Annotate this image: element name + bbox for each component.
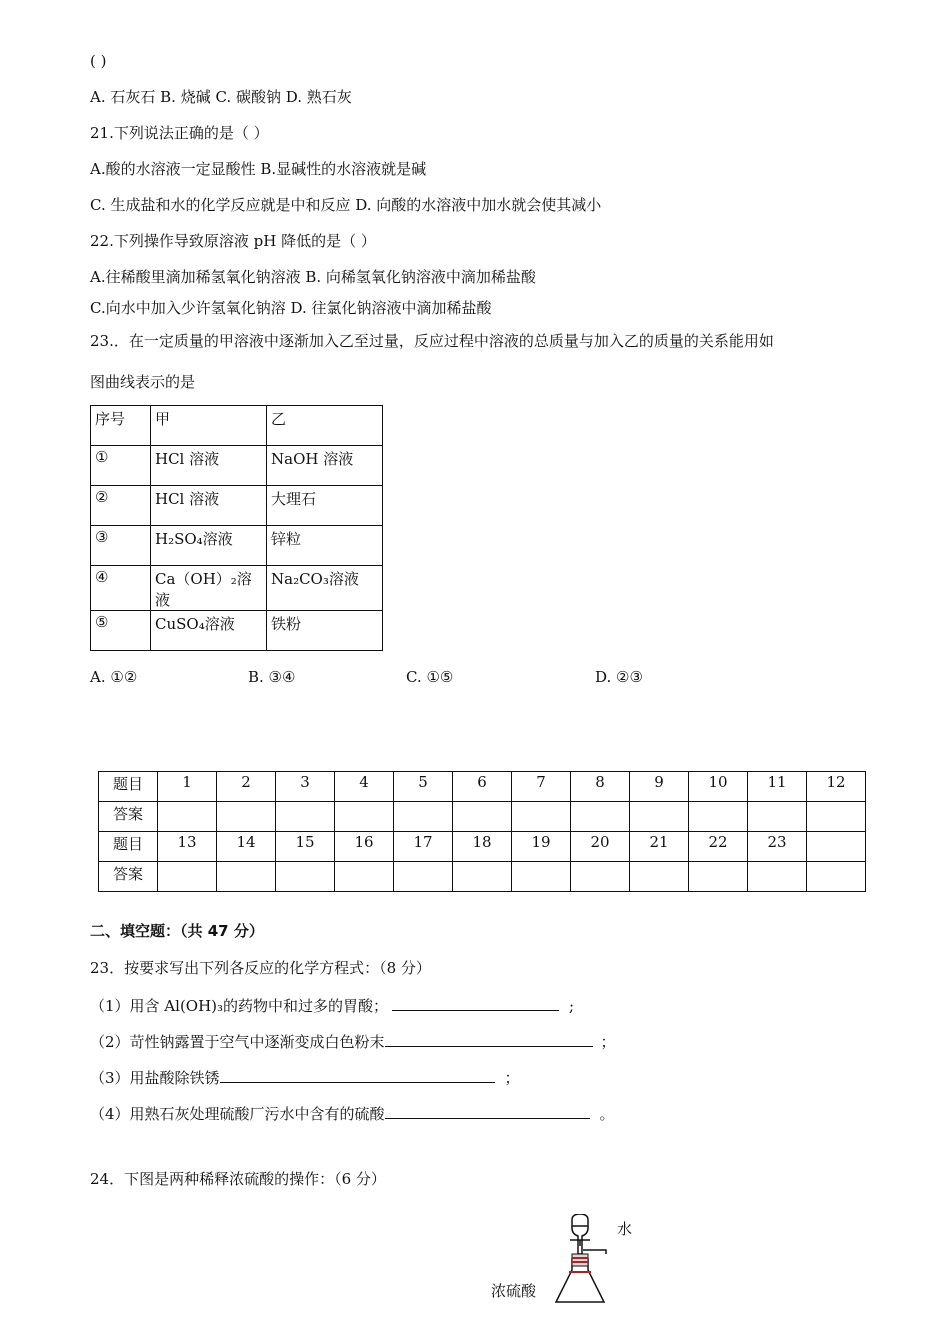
q23-choice-d: D. ②③ bbox=[595, 668, 643, 686]
fill-item-4 bbox=[90, 1102, 615, 1124]
q21-stem: 21.下列说法正确的是（ ） bbox=[90, 124, 269, 142]
table-cell: 大理石 bbox=[267, 486, 383, 526]
answer-cell[interactable] bbox=[158, 862, 217, 892]
answer-cell[interactable] bbox=[512, 862, 571, 892]
fill-item-end: ; bbox=[569, 997, 575, 1015]
fill-item-end: ； bbox=[504, 1069, 520, 1087]
reaction-table bbox=[90, 405, 383, 651]
answer-blank[interactable] bbox=[385, 1030, 593, 1047]
table-header-row bbox=[91, 406, 383, 446]
answer-cell[interactable] bbox=[689, 802, 748, 832]
flask-with-funnel-figure bbox=[548, 1214, 612, 1310]
q22-options-cd: C.向水中加入少许氢氧化钠溶 D. 往氯化钠溶液中滴加稀盐酸 bbox=[90, 299, 492, 317]
question-number: 2 bbox=[217, 772, 276, 802]
table-row bbox=[91, 486, 383, 526]
answer-blank[interactable] bbox=[392, 994, 559, 1011]
q22-options-ab: A.往稀酸里滴加稀氢氧化钠溶液 B. 向稀氢氧化钠溶液中滴加稀盐酸 bbox=[90, 268, 536, 286]
question-number: 9 bbox=[630, 772, 689, 802]
answer-table-question-row bbox=[99, 772, 866, 802]
answer-table-answer-row bbox=[99, 802, 866, 832]
row-label: 题目 bbox=[99, 772, 158, 802]
question-number: 5 bbox=[394, 772, 453, 802]
table-cell: HCl 溶液 bbox=[151, 486, 267, 526]
fill-item-3 bbox=[90, 1066, 520, 1088]
q24-stem: 24．下图是两种稀释浓硫酸的操作：（6 分） bbox=[90, 1170, 386, 1188]
q21-options-cd: C. 生成盐和水的化学反应就是中和反应 D. 向酸的水溶液中加水就会使其减小 bbox=[90, 196, 602, 214]
answer-blank[interactable] bbox=[220, 1066, 495, 1083]
table-cell: ④ bbox=[91, 566, 151, 611]
fill-item-2 bbox=[90, 1030, 616, 1052]
fill-item-text: （4）用熟石灰处理硫酸厂污水中含有的硫酸 bbox=[90, 1105, 385, 1123]
header-cell: 序号 bbox=[91, 406, 151, 446]
fill-item-text: （2）苛性钠露置于空气中逐渐变成白色粉末 bbox=[90, 1033, 385, 1051]
q23-fill-stem-text: 23．按要求写出下列各反应的化学方程式：（8 分） bbox=[90, 959, 431, 977]
row-label: 答案 bbox=[99, 802, 158, 832]
q20-paren: ( ) bbox=[90, 52, 107, 70]
question-number: 4 bbox=[335, 772, 394, 802]
table-cell: ⑤ bbox=[91, 611, 151, 651]
table-cell: NaOH 溶液 bbox=[267, 446, 383, 486]
answer-cell[interactable] bbox=[217, 802, 276, 832]
answer-cell[interactable] bbox=[571, 802, 630, 832]
answer-table-question-row bbox=[99, 832, 866, 862]
header-cell: 甲 bbox=[151, 406, 267, 446]
question-number: 7 bbox=[512, 772, 571, 802]
table-cell: ② bbox=[91, 486, 151, 526]
q22-stem: 22.下列操作导致原溶液 pH 降低的是（ ） bbox=[90, 232, 376, 250]
answer-cell[interactable] bbox=[630, 802, 689, 832]
question-number: 12 bbox=[807, 772, 866, 802]
question-number: 6 bbox=[453, 772, 512, 802]
label-water: 水 bbox=[617, 1220, 633, 1238]
table-cell: Ca（OH）₂溶液 bbox=[151, 566, 267, 611]
q23-stem-line1: 23.．在一定质量的甲溶液中逐渐加入乙至过量，反应过程中溶液的总质量与加入乙的质量的关系能用如 bbox=[90, 332, 774, 350]
question-number: 18 bbox=[453, 832, 512, 862]
label-acid: 浓硫酸 bbox=[491, 1282, 537, 1300]
table-row bbox=[91, 566, 383, 611]
question-number bbox=[807, 832, 866, 862]
question-number: 8 bbox=[571, 772, 630, 802]
q23-choice-c: C. ①⑤ bbox=[406, 668, 454, 686]
fill-item-1 bbox=[90, 994, 574, 1016]
q23-stem-line2: 图曲线表示的是 bbox=[90, 373, 196, 391]
question-number: 23 bbox=[748, 832, 807, 862]
answer-cell[interactable] bbox=[748, 802, 807, 832]
q21-options-ab: A.酸的水溶液一定显酸性 B.显碱性的水溶液就是碱 bbox=[90, 160, 427, 178]
answer-cell[interactable] bbox=[748, 862, 807, 892]
table-cell: HCl 溶液 bbox=[151, 446, 267, 486]
answer-cell[interactable] bbox=[630, 862, 689, 892]
answer-cell[interactable] bbox=[453, 862, 512, 892]
answer-cell[interactable] bbox=[276, 802, 335, 832]
answer-cell[interactable] bbox=[453, 802, 512, 832]
table-row bbox=[91, 611, 383, 651]
answer-cell[interactable] bbox=[512, 802, 571, 832]
question-number: 21 bbox=[630, 832, 689, 862]
header-cell: 乙 bbox=[267, 406, 383, 446]
answer-cell[interactable] bbox=[571, 862, 630, 892]
q20-options: A. 石灰石 B. 烧碱 C. 碳酸钠 D. 熟石灰 bbox=[90, 88, 352, 106]
question-number: 3 bbox=[276, 772, 335, 802]
table-row bbox=[91, 526, 383, 566]
table-cell: ③ bbox=[91, 526, 151, 566]
fill-item-text: （3）用盐酸除铁锈 bbox=[90, 1069, 220, 1087]
answer-table bbox=[98, 771, 866, 892]
question-number: 13 bbox=[158, 832, 217, 862]
answer-cell[interactable] bbox=[335, 802, 394, 832]
answer-cell[interactable] bbox=[394, 862, 453, 892]
answer-cell[interactable] bbox=[276, 862, 335, 892]
table-row bbox=[91, 446, 383, 486]
question-number: 22 bbox=[689, 832, 748, 862]
question-number: 16 bbox=[335, 832, 394, 862]
answer-cell[interactable] bbox=[394, 802, 453, 832]
row-label: 题目 bbox=[99, 832, 158, 862]
table-cell: H₂SO₄溶液 bbox=[151, 526, 267, 566]
answer-blank[interactable] bbox=[385, 1102, 590, 1119]
answer-cell[interactable] bbox=[807, 862, 866, 892]
q23-fill-stem bbox=[90, 958, 431, 978]
answer-cell[interactable] bbox=[335, 862, 394, 892]
section-heading: 二、填空题：（共 47 分） bbox=[90, 922, 264, 940]
table-cell: 锌粒 bbox=[267, 526, 383, 566]
fill-item-end: ； bbox=[600, 1033, 616, 1051]
answer-cell[interactable] bbox=[217, 862, 276, 892]
question-number: 17 bbox=[394, 832, 453, 862]
question-number: 11 bbox=[748, 772, 807, 802]
fill-item-end: 。 bbox=[599, 1105, 615, 1123]
question-number: 10 bbox=[689, 772, 748, 802]
answer-cell[interactable] bbox=[689, 862, 748, 892]
question-number: 14 bbox=[217, 832, 276, 862]
question-number: 1 bbox=[158, 772, 217, 802]
table-cell: ① bbox=[91, 446, 151, 486]
fill-item-text: （1）用含 Al(OH)₃的药物中和过多的胃酸； bbox=[90, 997, 389, 1015]
table-cell: Na₂CO₃溶液 bbox=[267, 566, 383, 611]
answer-cell[interactable] bbox=[158, 802, 217, 832]
question-number: 15 bbox=[276, 832, 335, 862]
question-number: 19 bbox=[512, 832, 571, 862]
answer-table-answer-row bbox=[99, 862, 866, 892]
row-label: 答案 bbox=[99, 862, 158, 892]
question-number: 20 bbox=[571, 832, 630, 862]
q23-choice-a: A. ①② bbox=[90, 668, 138, 686]
table-cell: CuSO₄溶液 bbox=[151, 611, 267, 651]
q23-choice-b: B. ③④ bbox=[248, 668, 296, 686]
answer-cell[interactable] bbox=[807, 802, 866, 832]
table-cell: 铁粉 bbox=[267, 611, 383, 651]
